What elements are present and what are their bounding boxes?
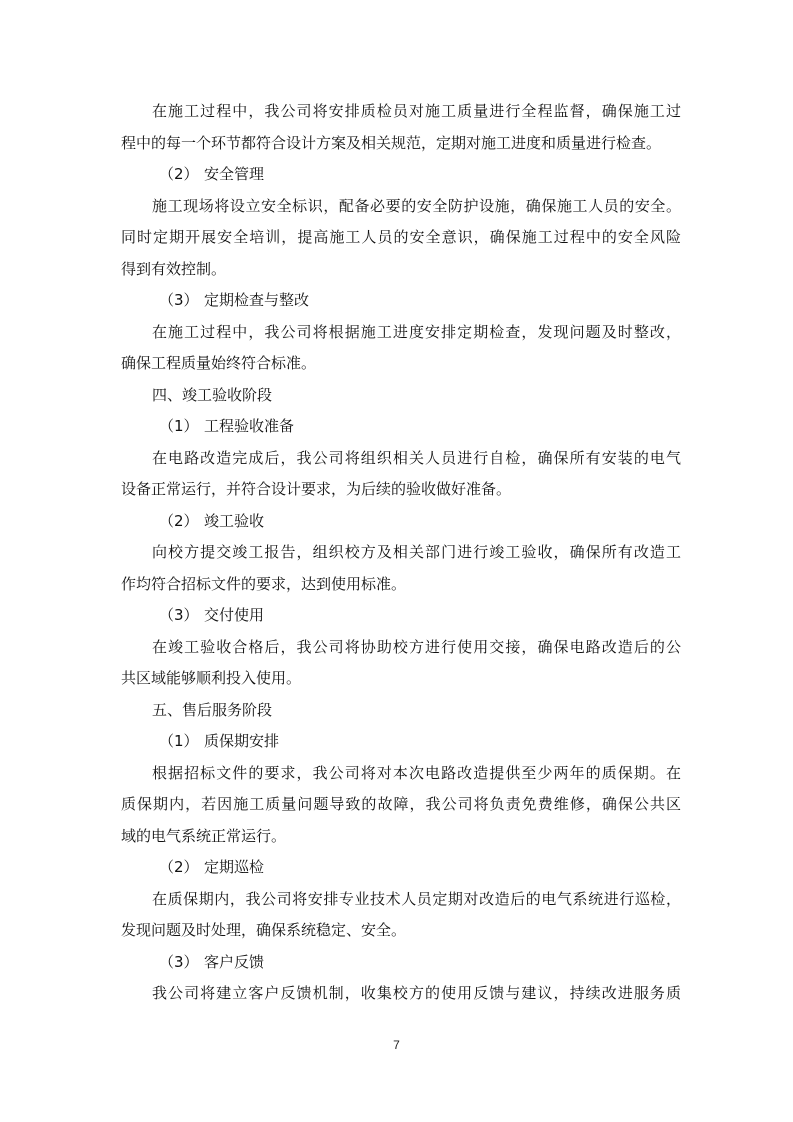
subsection-number: （3） <box>159 291 199 309</box>
section-heading: 五、售后服务阶段 <box>152 700 273 719</box>
subsection-number: （2） <box>159 858 199 876</box>
section-heading: 四、竣工验收阶段 <box>152 385 273 404</box>
subsection-heading <box>121 285 681 317</box>
paragraph-line: 确保工程质量始终符合标准。 <box>121 354 317 372</box>
subsection-title: 安全管理 <box>204 165 265 183</box>
paragraph-line: 程中的每一个环节都符合设计方案及相关规范，定期对施工进度和质量进行检查。 <box>121 133 662 152</box>
subsection-number: （3） <box>159 952 199 971</box>
paragraph-line: 设备正常运行，并符合设计要求，为后续的验收做好准备。 <box>121 480 512 498</box>
paragraph-line: 我公司将建立客户反馈机制，收集校方的使用反馈与建议，持续改进服务质 <box>152 984 681 1002</box>
subsection-heading <box>121 600 681 632</box>
subsection-title: 客户反馈 <box>204 952 265 971</box>
page-number: 7 <box>393 1038 400 1052</box>
subsection-title: 定期巡检 <box>204 858 265 876</box>
paragraph-line: 质保期内，若因施工质量问题导致的故障，我公司将负责免费维修，确保公共区 <box>121 795 681 813</box>
subsection-heading <box>121 726 681 758</box>
paragraph-line: 在电路改造完成后，我公司将组织相关人员进行自检，确保所有安装的电气 <box>152 448 681 467</box>
subsection-number: （1） <box>159 732 199 750</box>
subsection-heading <box>121 947 681 979</box>
paragraph-line: 发现问题及时处理，确保系统稳定、安全。 <box>121 921 407 939</box>
paragraph-line: 在施工过程中，我公司将安排质检员对施工质量进行全程监督，确保施工过 <box>152 102 681 120</box>
paragraph-line: 向校方提交竣工报告，组织校方及相关部门进行竣工验收，确保所有改造工 <box>152 543 681 561</box>
document-body <box>121 96 681 1010</box>
subsection-title: 竣工验收 <box>204 511 265 530</box>
paragraph-line: 在质保期内，我公司将安排专业技术人员定期对改造后的电气系统进行巡检， <box>152 889 681 908</box>
paragraph-line: 得到有效控制。 <box>121 259 227 278</box>
subsection-title: 交付使用 <box>204 606 265 624</box>
paragraph-line: 同时定期开展安全培训，提高施工人员的安全意识，确保施工过程中的安全风险 <box>121 228 681 246</box>
subsection-heading <box>121 852 681 884</box>
paragraph-line: 施工现场将设立安全标识，配备必要的安全防护设施，确保施工人员的安全。 <box>152 196 681 215</box>
subsection-title: 质保期安排 <box>204 732 280 750</box>
subsection-number: （2） <box>159 165 199 183</box>
subsection-title: 工程验收准备 <box>204 417 295 435</box>
subsection-number: （1） <box>159 417 199 435</box>
subsection-number: （2） <box>159 511 199 530</box>
subsection-heading <box>121 506 681 538</box>
paragraph-line: 根据招标文件的要求，我公司将对本次电路改造提供至少两年的质保期。在 <box>152 763 681 782</box>
paragraph-line: 作均符合招标文件的要求，达到使用标准。 <box>121 574 407 593</box>
paragraph-line: 在竣工验收合格后，我公司将协助校方进行使用交接，确保电路改造后的公 <box>152 637 681 656</box>
subsection-title: 定期检查与整改 <box>204 291 310 309</box>
paragraph-line: 在施工过程中，我公司将根据施工进度安排定期检查，发现问题及时整改， <box>152 322 681 341</box>
subsection-heading <box>121 159 681 191</box>
paragraph-line: 域的电气系统正常运行。 <box>121 826 287 845</box>
subsection-heading <box>121 411 681 443</box>
subsection-number: （3） <box>159 606 199 624</box>
paragraph-line: 共区域能够顺利投入使用。 <box>121 669 302 687</box>
